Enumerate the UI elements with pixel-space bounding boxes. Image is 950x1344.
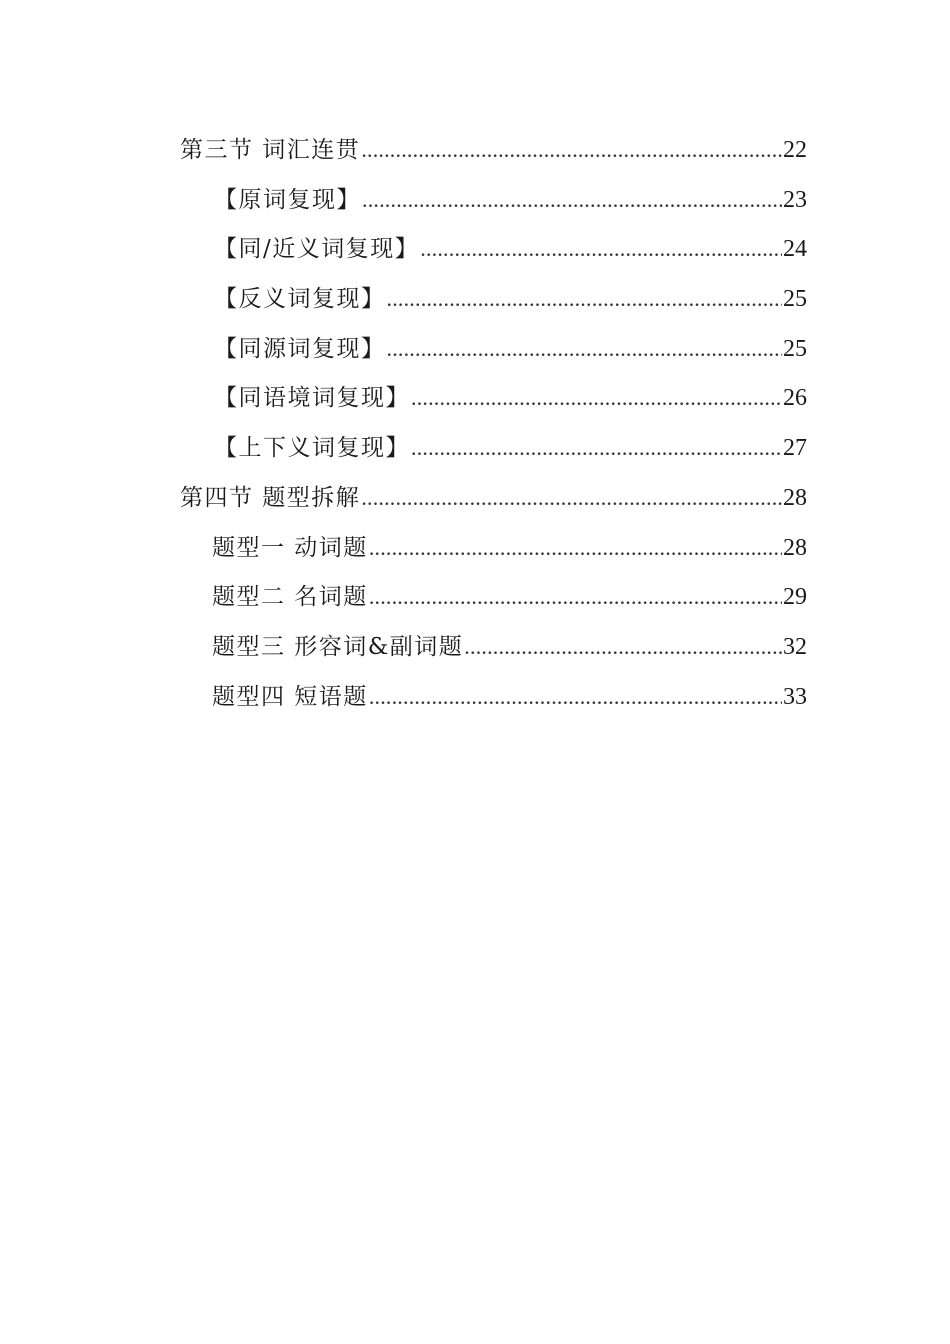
toc-leader-dots (387, 288, 783, 310)
toc-entry-label: 题型一 动词题 (212, 534, 368, 561)
toc-leader-dots (369, 586, 782, 608)
toc-entry-label: 【同语境词复现】 (214, 385, 410, 412)
toc-entry-label: 题型二 名词题 (212, 584, 368, 611)
toc-entry-page: 25 (783, 286, 807, 313)
toc-entry-page: 25 (783, 335, 807, 362)
toc-entry-label: 题型四 短语题 (212, 683, 368, 710)
toc-entry-label: 【上下义词复现】 (214, 435, 410, 462)
toc-leader-dots (420, 238, 782, 260)
toc-leader-dots (361, 487, 782, 509)
toc-entry-hyponym[interactable] (0, 424, 950, 474)
toc-entry-label: 【原词复现】 (214, 186, 361, 213)
toc-entry-page: 22 (783, 137, 807, 163)
toc-entry-label: 【同/近义词复现】 (214, 236, 420, 263)
toc-entry-page: 26 (783, 385, 807, 412)
toc-entry-noun-questions[interactable] (0, 573, 950, 623)
toc-entry-page: 28 (783, 534, 807, 561)
toc-leader-dots (361, 139, 782, 161)
toc-entry-cognate[interactable] (0, 325, 950, 375)
toc-entry-section-4[interactable] (0, 474, 950, 524)
toc-leader-dots (464, 636, 782, 658)
toc-entry-original-word[interactable] (0, 176, 950, 226)
toc-leader-dots (411, 437, 782, 459)
toc-entry-page: 33 (783, 683, 807, 710)
toc-entry-phrase-questions[interactable] (0, 673, 950, 723)
toc-entry-label: 题型三 形容词&副词题 (212, 633, 464, 660)
toc-entry-same-context[interactable] (0, 374, 950, 424)
toc-entry-section-3[interactable] (0, 126, 950, 176)
toc-entry-synonym[interactable] (0, 225, 950, 275)
toc-leader-dots (411, 387, 782, 409)
table-of-contents (0, 126, 950, 722)
toc-leader-dots (362, 189, 782, 211)
toc-entry-page: 29 (783, 584, 807, 611)
toc-entry-label: 第三节 词汇连贯 (180, 137, 361, 163)
toc-leader-dots (369, 686, 782, 708)
toc-entry-antonym[interactable] (0, 275, 950, 325)
toc-entry-label: 【同源词复现】 (214, 335, 386, 362)
toc-entry-adjective-adverb-questions[interactable] (0, 623, 950, 673)
toc-entry-label: 第四节 题型拆解 (180, 484, 361, 511)
toc-entry-page: 28 (783, 484, 807, 511)
toc-entry-label: 【反义词复现】 (214, 286, 386, 313)
toc-entry-page: 24 (783, 236, 807, 263)
toc-entry-page: 32 (783, 633, 807, 660)
toc-entry-page: 23 (783, 186, 807, 213)
toc-entry-page: 27 (783, 435, 807, 462)
toc-entry-verb-questions[interactable] (0, 524, 950, 574)
toc-leader-dots (387, 338, 783, 360)
toc-leader-dots (369, 537, 782, 559)
